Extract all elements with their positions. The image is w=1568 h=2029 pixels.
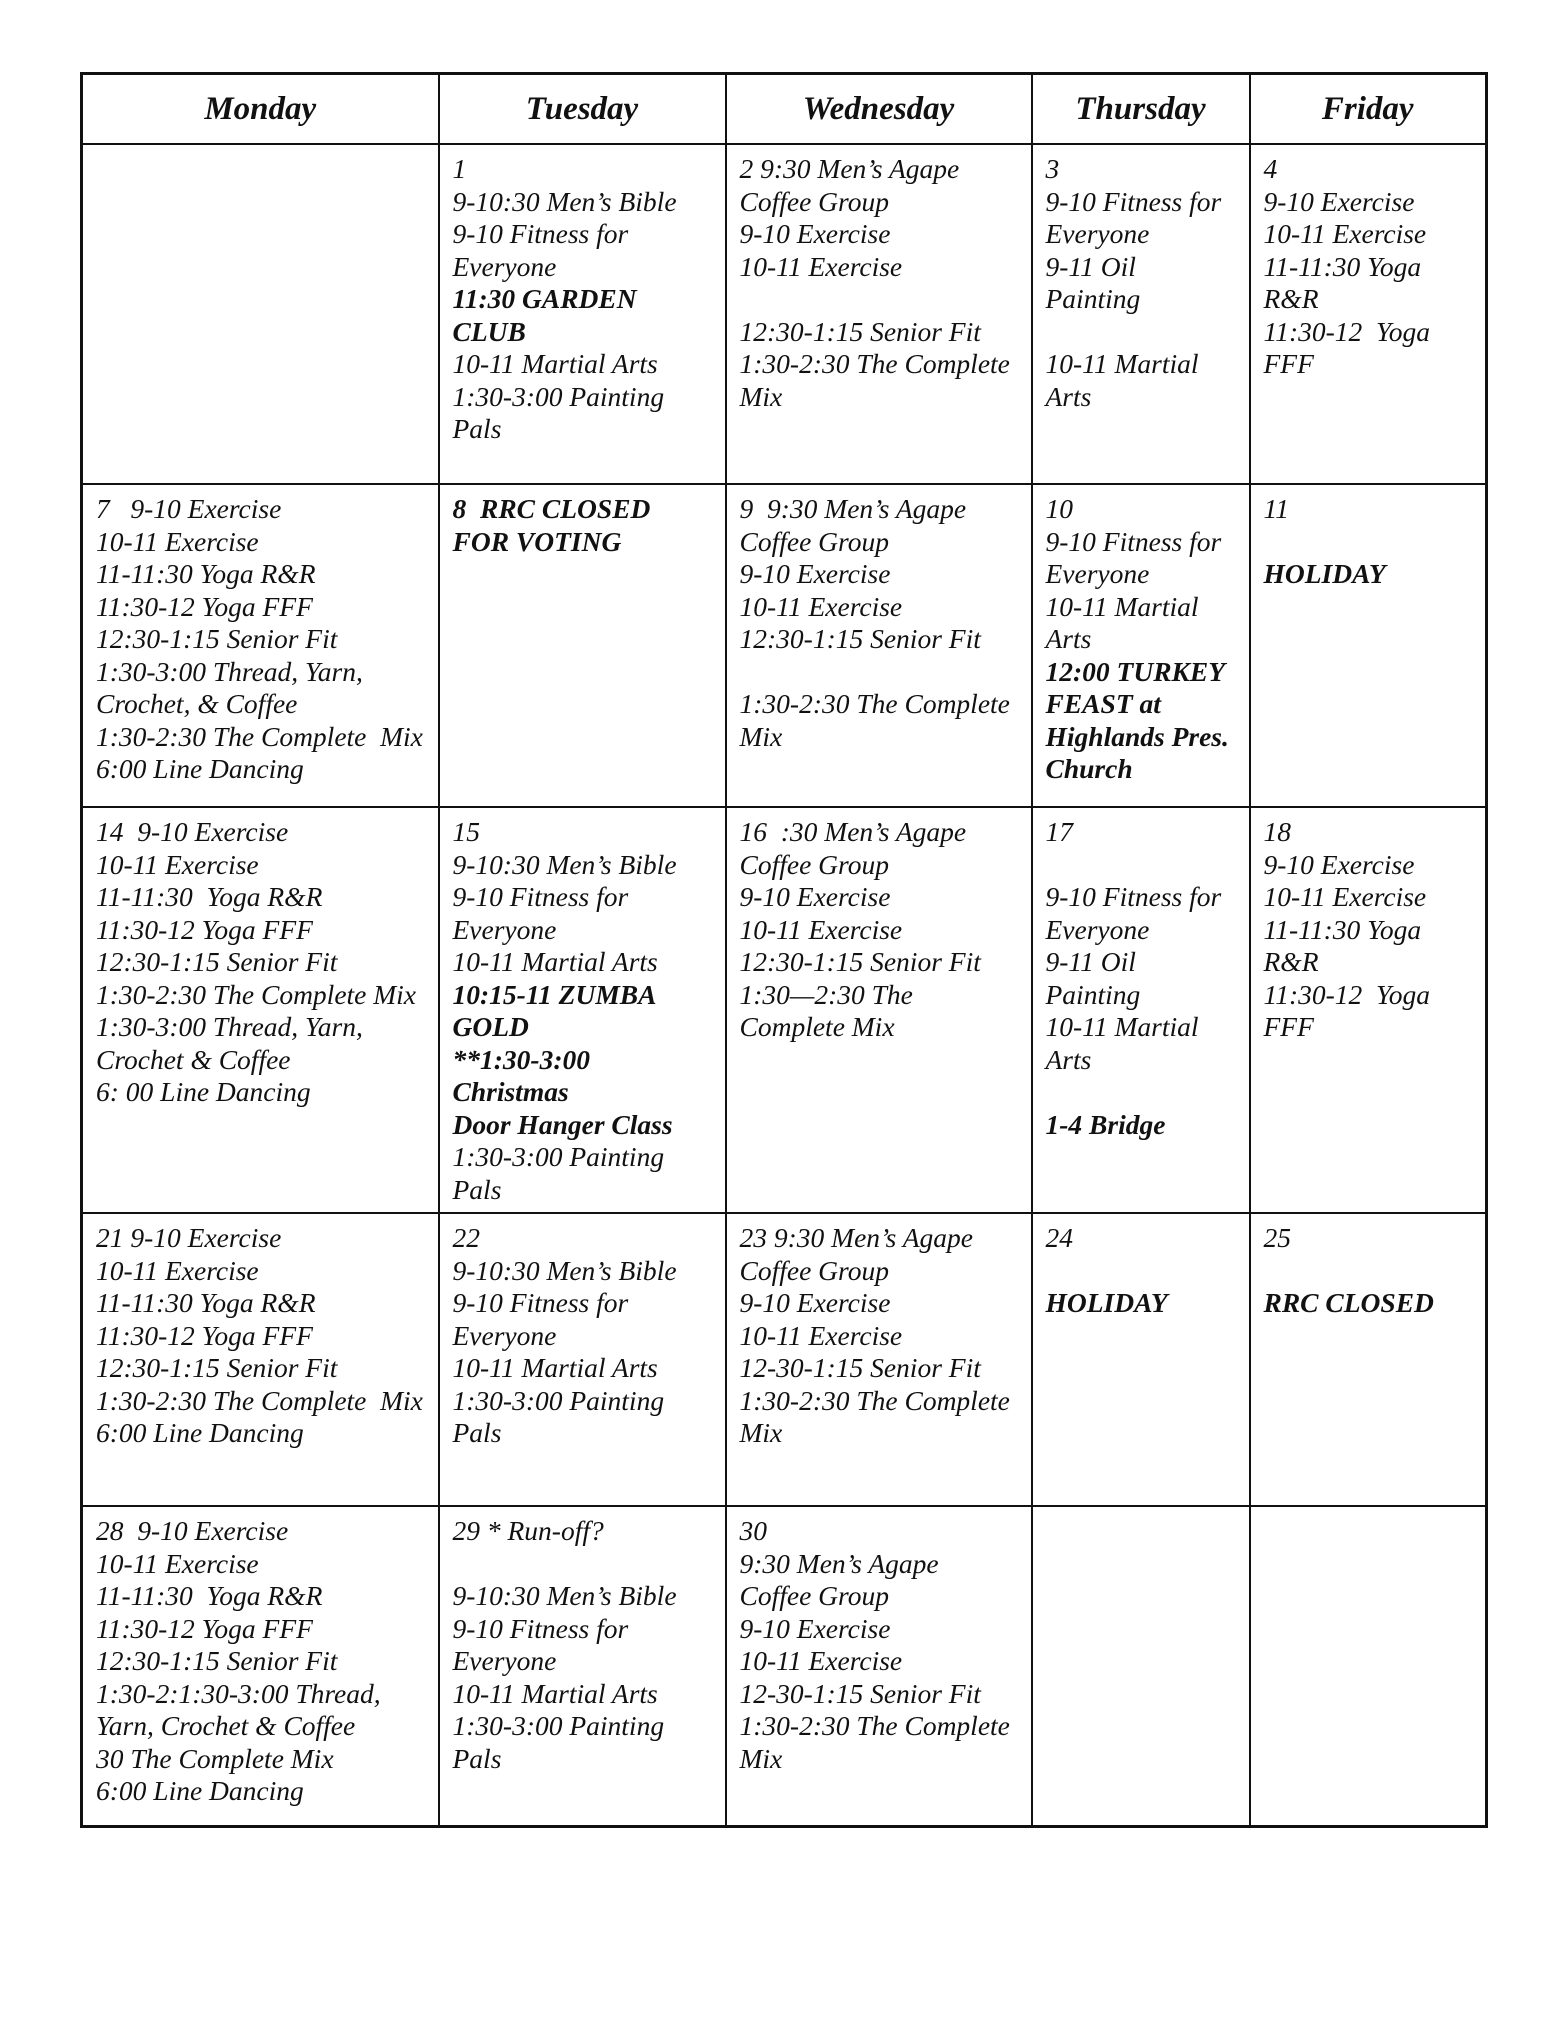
event-line: 10-11 Martial Arts [452,946,658,977]
event-line: 10-11 Exercise [739,1645,903,1676]
day-entries [96,493,434,786]
day-cell-thursday [1032,1213,1250,1506]
event-line: 28 9-10 Exercise [96,1515,289,1546]
event-line: Pals [452,1417,502,1448]
event-line: 30 [739,1515,767,1546]
event-line: 6:00 Line Dancing [96,753,304,784]
event-line-bold: 10:15-11 ZUMBA [452,978,657,1010]
event-line: Everyone [1045,913,1150,945]
header-thursday: Thursday [1032,74,1250,145]
event-line: Coffee Group [739,185,889,217]
day-cell-tuesday [439,1506,726,1826]
event-line: Pals [452,1173,502,1205]
day-cell-thursday [1032,807,1250,1213]
event-line: 29 * Run-off? [452,1515,604,1546]
event-line: Crochet & Coffee [96,1043,291,1075]
event-line: 10-11 Exercise [96,848,259,880]
event-line: 10-11 Martial [1045,348,1199,379]
event-line: 10-11 Exercise [1263,218,1427,249]
event-line-bold: **1:30-3:00 [452,1043,590,1075]
event-line: Arts [1045,623,1092,654]
event-line: 11-11:30 Yoga R&R [96,1287,316,1318]
day-cell-wednesday [726,1213,1032,1506]
event-line: 1:30—2:30 The [739,978,913,1010]
day-cell-friday [1250,484,1487,807]
day-entries [740,1222,1027,1450]
event-line: 9-10 Fitness for [452,1612,629,1644]
event-line [740,283,1027,316]
event-line: Coffee Group [739,1254,889,1286]
event-line: 10-11 Exercise [1263,881,1427,912]
day-cell-tuesday [439,1213,726,1506]
event-line: 25 [1263,1222,1291,1253]
event-line: 1:30-3:00 Painting [452,1384,665,1416]
day-entries [453,816,721,1206]
event-line: 6:00 Line Dancing [96,1417,304,1448]
event-line: 1:30-2:30 The Complete [739,1384,1010,1416]
day-cell-tuesday [439,807,726,1213]
event-line: 1:30-3:00 Painting [452,1710,665,1741]
day-entries [1046,493,1245,786]
event-line-bold: 1-4 Bridge [1045,1108,1166,1140]
event-line: Mix [739,1417,783,1448]
event-line: Crochet, & Coffee [96,688,298,719]
event-line: 6:00 Line Dancing [96,1775,304,1806]
event-line: 1 [452,153,467,184]
event-line [1264,526,1482,559]
event-line: 2 9:30 Men’s Agape [739,153,960,184]
event-line: 11-11:30 Yoga R&R [96,881,323,912]
weekday-header-row [82,74,1487,145]
event-line: 10-11 Exercise [739,913,903,945]
event-line: 9-10 Fitness for [452,881,629,912]
day-entries [1046,816,1245,1141]
event-line: 1:30-2:30 The Complete Mix [96,978,416,1010]
header-wednesday: Wednesday [726,74,1032,145]
event-line: R&R [1263,946,1319,977]
event-line-bold: 8 RRC CLOSED [452,493,651,524]
day-entries [1264,816,1482,1044]
event-line: 1:30-3:00 Painting [452,1141,665,1172]
event-line: 11:30-12 Yoga FFF [96,590,313,622]
event-line [1046,849,1245,882]
event-line: 11:30-12 Yoga [1263,978,1431,1010]
event-line: 9-10 Exercise [739,558,891,589]
event-line: Painting [1045,283,1141,314]
day-entries [740,493,1027,753]
day-entries [453,493,721,558]
day-cell-thursday [1032,144,1250,484]
event-line: 11-11:30 Yoga [1263,913,1422,945]
event-line: 9-10:30 Men’s Bible [452,1580,677,1611]
event-line: Everyone [452,1645,557,1676]
day-cell-monday [82,144,439,484]
event-line-bold: Door Hanger Class [452,1108,673,1140]
day-cell-wednesday [726,1506,1032,1826]
event-line: 12-30-1:15 Senior Fit [739,1677,981,1709]
day-cell-friday [1250,144,1487,484]
event-line: 11:30-12 Yoga FFF [96,1612,313,1644]
event-line: 15 [452,816,480,847]
event-line-bold: FEAST at [1045,688,1161,719]
event-line: 11-11:30 Yoga [1263,250,1422,282]
event-line: Everyone [452,1319,557,1351]
event-line: 9-10 Exercise [1263,848,1415,880]
event-line: Mix [739,1742,783,1774]
event-line: 12:30-1:15 Senior Fit [739,946,981,977]
event-line [740,656,1027,689]
event-line: 16 :30 Men’s Agape [739,816,967,847]
event-line: 1:30-3:00 Painting [452,380,665,412]
day-cell-monday [82,1213,439,1506]
event-line: 1:30-2:30 The Complete Mix [96,1384,423,1416]
day-cell-friday [1250,1506,1487,1826]
day-entries [740,153,1027,413]
event-line-bold: Church [1045,753,1133,784]
event-line: 9-10 Exercise [739,218,891,249]
day-cell-friday [1250,807,1487,1213]
event-line: 10-11 Exercise [739,1319,903,1351]
event-line: 10-11 Martial [1045,1011,1199,1042]
event-line: 10-11 Martial [1045,590,1199,622]
event-line: Mix [739,720,783,752]
day-entries [453,153,721,446]
event-line: Everyone [1045,558,1150,589]
day-cell-wednesday [726,484,1032,807]
event-line: FFF [1263,348,1314,379]
event-line: 10-11 Martial Arts [452,348,658,379]
event-line: 30 The Complete Mix [96,1742,334,1774]
event-line: 10 [1045,493,1073,524]
day-entries [453,1222,721,1450]
event-line: 9-11 Oil [1045,250,1136,282]
day-entries [1046,153,1245,413]
event-line: 1:30-3:00 Thread, Yarn, [96,655,363,687]
event-line: R&R [1263,283,1319,314]
day-entries [453,1515,721,1775]
event-line [1046,1255,1245,1288]
day-entries [96,1222,434,1450]
event-line: Complete Mix [739,1011,895,1042]
week-row [82,1213,1487,1506]
event-line: 12:30-1:15 Senior Fit [96,1645,338,1676]
event-line: 14 9-10 Exercise [96,816,289,847]
event-line: Pals [452,413,502,444]
event-line: 11:30-12 Yoga FFF [96,1319,313,1351]
event-line: 3 [1045,153,1060,184]
event-line: 17 [1045,816,1073,847]
event-line: 9 9:30 Men’s Agape [739,493,967,524]
day-entries [1264,493,1482,591]
event-line: 10-11 Exercise [739,250,903,282]
day-cell-wednesday [726,807,1032,1213]
event-line: FFF [1263,1011,1314,1042]
event-line: 23 9:30 Men’s Agape [739,1222,973,1253]
event-line: 9-10:30 Men’s Bible [452,848,677,880]
event-line: Painting [1045,978,1141,1010]
day-cell-wednesday [726,144,1032,484]
event-line: 11 [1263,493,1289,524]
event-line-bold: HOLIDAY [1263,558,1386,589]
week-row [82,144,1487,484]
event-line: 6: 00 Line Dancing [96,1076,311,1107]
event-line: 10-11 Martial Arts [452,1352,658,1383]
event-line: 11-11:30 Yoga R&R [96,1580,323,1611]
event-line: 10-11 Martial Arts [452,1677,658,1709]
event-line: 4 [1263,153,1278,184]
event-line: 9-10 Exercise [739,1612,891,1644]
event-line: Arts [1045,380,1092,412]
day-cell-thursday [1032,1506,1250,1826]
day-entries [740,816,1027,1044]
event-line-bold: FOR VOTING [452,525,622,557]
day-cell-tuesday [439,144,726,484]
event-line: 12-30-1:15 Senior Fit [739,1352,981,1383]
event-line-bold: GOLD [452,1011,529,1042]
event-line: 9-10 Fitness for [452,218,629,249]
event-line: 10-11 Exercise [96,525,259,557]
week-row [82,484,1487,807]
event-line-bold: 12:00 TURKEY [1045,655,1226,687]
event-line: 12:30-1:15 Senior Fit [96,623,338,654]
event-line: 1:30-2:30 The Complete Mix [96,720,423,752]
event-line: 11-11:30 Yoga R&R [96,558,316,589]
event-line: 1:30-2:30 The Complete [739,688,1010,719]
event-line: 9-10 Exercise [1263,185,1415,217]
event-line: 10-11 Exercise [96,1254,259,1286]
event-line: 11:30-12 Yoga FFF [96,913,313,945]
event-line: 12:30-1:15 Senior Fit [96,1352,338,1383]
event-line: Everyone [1045,218,1150,249]
event-line: 21 9-10 Exercise [96,1222,282,1253]
event-line: 9-10 Fitness for [1045,525,1222,557]
event-line: Yarn, Crochet & Coffee [96,1710,356,1741]
event-line: 10-11 Exercise [739,590,903,622]
event-line: Everyone [452,913,557,945]
event-line-bold: Christmas [452,1076,569,1107]
event-line-bold: Highlands Pres. [1045,720,1229,752]
event-line: 7 9-10 Exercise [96,493,282,524]
event-line [1264,1255,1482,1288]
event-line: 9-10:30 Men’s Bible [452,1254,677,1286]
day-entries [96,1515,434,1808]
week-row [82,807,1487,1213]
event-line: 9-10:30 Men’s Bible [452,185,677,217]
week-row [82,1506,1487,1826]
event-line: 1:30-2:1:30-3:00 Thread, [96,1677,381,1709]
event-line: 22 [452,1222,480,1253]
event-line: 12:30-1:15 Senior Fit [96,946,338,977]
event-line: Coffee Group [739,848,889,880]
event-line: 11:30-12 Yoga [1263,315,1431,347]
day-cell-thursday [1032,484,1250,807]
day-entries [1264,1222,1482,1320]
event-line-bold: RRC CLOSED [1263,1287,1434,1318]
day-cell-monday [82,1506,439,1826]
event-line [453,1548,721,1581]
event-line: 12:30-1:15 Senior Fit [739,623,981,654]
event-line-bold: CLUB [452,315,526,347]
header-friday: Friday [1250,74,1487,145]
day-cell-monday [82,807,439,1213]
event-line: 9-10 Fitness for [1045,185,1222,217]
day-entries [1046,1222,1245,1320]
event-line: 9-10 Exercise [739,881,891,912]
event-line: Arts [1045,1043,1092,1075]
day-entries [1264,153,1482,381]
day-entries [96,816,434,1109]
header-tuesday: Tuesday [439,74,726,145]
day-cell-tuesday [439,484,726,807]
event-line [1046,316,1245,349]
event-line [1046,1076,1245,1109]
event-line: Pals [452,1742,502,1774]
event-line-bold: HOLIDAY [1045,1287,1168,1318]
event-line: 9:30 Men’s Agape [739,1547,939,1579]
event-line: Mix [739,380,783,412]
day-cell-monday [82,484,439,807]
day-entries [740,1515,1027,1775]
event-line: Coffee Group [739,525,889,557]
event-line: 1:30-2:30 The Complete [739,348,1010,379]
header-monday: Monday [82,74,439,145]
event-line: 1:30-3:00 Thread, Yarn, [96,1011,363,1042]
event-line: Everyone [452,250,557,282]
event-line: Coffee Group [739,1580,889,1611]
event-line: 12:30-1:15 Senior Fit [739,315,981,347]
event-line: 1:30-2:30 The Complete [739,1710,1010,1741]
event-line: 9-10 Exercise [739,1287,891,1318]
event-line: 24 [1045,1222,1073,1253]
event-line-bold: 11:30 GARDEN [452,283,637,314]
event-line: 9-11 Oil [1045,946,1136,977]
event-line: 18 [1263,816,1291,847]
event-line: 9-10 Fitness for [452,1287,629,1318]
day-cell-friday [1250,1213,1487,1506]
event-line: 9-10 Fitness for [1045,881,1222,912]
event-line: 10-11 Exercise [96,1547,259,1579]
calendar-table [80,72,1488,1828]
